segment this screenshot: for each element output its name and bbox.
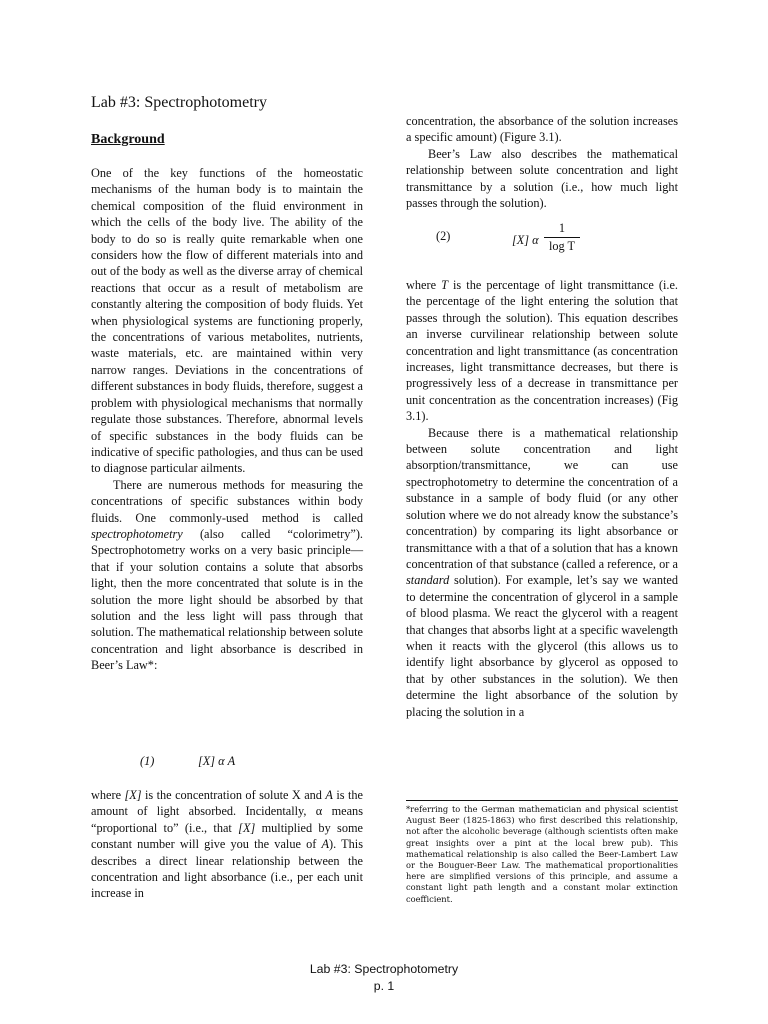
symbol-x: [X]	[238, 820, 256, 835]
text-run: There are numerous methods for measuring the concentrations of specific substances within body fluids. One commonly-used method is called	[91, 477, 363, 525]
text-run: (also called “colorimetry”). Spectrophotometry works on a very basic principle—that if your solution contains a solute that absorbs light, then the more concentrated that solute is in the solution the more light should be absorbed by that solution and the less light will pass through that solution. The mathematical relationship between solute concentration and light absorbance is described in Beer’s Law*:	[91, 526, 363, 673]
text-run: Because there is a mathematical relationship between solute concentration and light absorption/transmittance, we can use spectrophotometry to determine the concentration of a substance in a sample of body fluid (or any other solution where we do not already know the substance’s concentration) by comparing its light absorbance or transmittance with a that of a solution that has a known concentration of that substance (called a reference, or a	[406, 425, 678, 571]
text-run: where	[91, 788, 125, 802]
symbol-x: [X]	[124, 788, 142, 802]
equation-1-expression: [X] α A	[198, 754, 236, 768]
equation-1-label: (1)	[140, 754, 155, 768]
right-column-body-2	[406, 277, 678, 720]
symbol-t: T	[441, 278, 448, 292]
text-run: solution). For example, let’s say we wanted to determine the concentration of glycerol in a sample of blood plasma. We react the glycerol with a reagent that changes that absorbs light at a specific wavelength when it reacts with the glycerol (this allows us to identify light absorbance by glycerol as opposed to that by other substances in the solution). We then determine the light absorbance of the solution by placing the solution in a	[406, 573, 678, 719]
text-run: is the percentage of light transmittance (i.e. the percentage of the light entering the solution that passes through the solution). This equation describes an inverse curvilinear relationship between solute concentration and light transmittance (as concentration increases, light transmittance decreases, but there is progressively less of a decrease in transmittance per unit concentration as the concentration increases) (Fig 3.1).	[406, 278, 678, 424]
right-column-body	[406, 113, 678, 211]
fraction-bar	[544, 237, 580, 238]
paragraph-where-x	[91, 787, 363, 902]
symbol-a: A	[325, 788, 333, 802]
text-run: is the amount of light absorbed. Incidentally, α means “proportional to” (i.e., that	[91, 788, 363, 835]
equation-2-label: (2)	[436, 229, 451, 243]
paragraph-where-t	[406, 277, 678, 425]
section-heading: Background	[91, 132, 165, 147]
left-column-body-2	[91, 787, 363, 902]
term-spectrophotometry: spectrophotometry	[91, 526, 183, 541]
equation-2-fraction	[544, 221, 580, 254]
footnote-divider	[406, 800, 678, 801]
page-number: p. 1	[373, 979, 395, 993]
paragraph-methods	[91, 477, 363, 674]
text-run: ). This describes a direct linear relationship between the concentration and light absorbance (i.e., per each unit increase in	[91, 837, 364, 901]
left-column-body	[91, 165, 363, 674]
text-run: is the concentration of solute X and	[141, 788, 326, 802]
fraction-numerator: 1	[558, 221, 566, 235]
paragraph-transmittance: Beer’s Law also describes the mathematical relationship between solute concentration and light transmittance by a solution (i.e., how much light passes through the solution).	[406, 146, 678, 211]
paragraph-glycerol-example	[406, 425, 678, 720]
fraction-denominator: log T	[548, 239, 576, 253]
footnote: *referring to the German mathematician and physical scientist August Beer (1825-1863) who first described this relationship, not after the alcoholic beverage (although scientists often make great insights over a pint at the local brew pub). This mathematical relationship is also called the Beer-Lambert Law or the Bouguer-Beer Law. The mathematical proportionalities here are simplified versions of this principle, and assume a constant light path length and a constant molar extinction coefficient.	[406, 804, 678, 904]
term-standard: standard	[406, 573, 450, 588]
equation-2-lhs: [X] α	[512, 233, 539, 247]
footer-title: Lab #3: Spectrophotometry	[309, 962, 459, 976]
text-run: where	[406, 278, 442, 292]
text-run: multiplied by some constant number will give you the value of	[91, 820, 363, 852]
page-title: Lab #3: Spectrophotometry	[91, 94, 267, 111]
paragraph-continued: concentration, the absorbance of the solution increases a specific amount) (Figure 3.1).	[406, 114, 678, 145]
equation-2	[436, 221, 596, 261]
symbol-a: A	[321, 837, 330, 852]
paragraph-homeostasis: One of the key functions of the homeostatic mechanisms of the human body is to maintain the chemical composition of the fluid environment in which the cells of the body live. The ability of the body to do so is really quite remarkable when one considers how the flow of different materials into and out of the body as well as the diverse array of chemical reactions that occur as a result of metabolism are constantly altering the composition of body fluids. Yet when physiological systems are functioning properly, the concentrations of various metabolites, nutrients, waste materials, etc. are maintained within very narrow ranges. Deviations in the concentrations of different substances in body fluids, therefore, suggest a problem with physiological mechanisms that normally regulate those substances. Therefore, abnormal levels of specific substances in the body fluids can be indicative of specific pathologies, and thus can be used to diagnose particular ailments.	[91, 166, 363, 476]
